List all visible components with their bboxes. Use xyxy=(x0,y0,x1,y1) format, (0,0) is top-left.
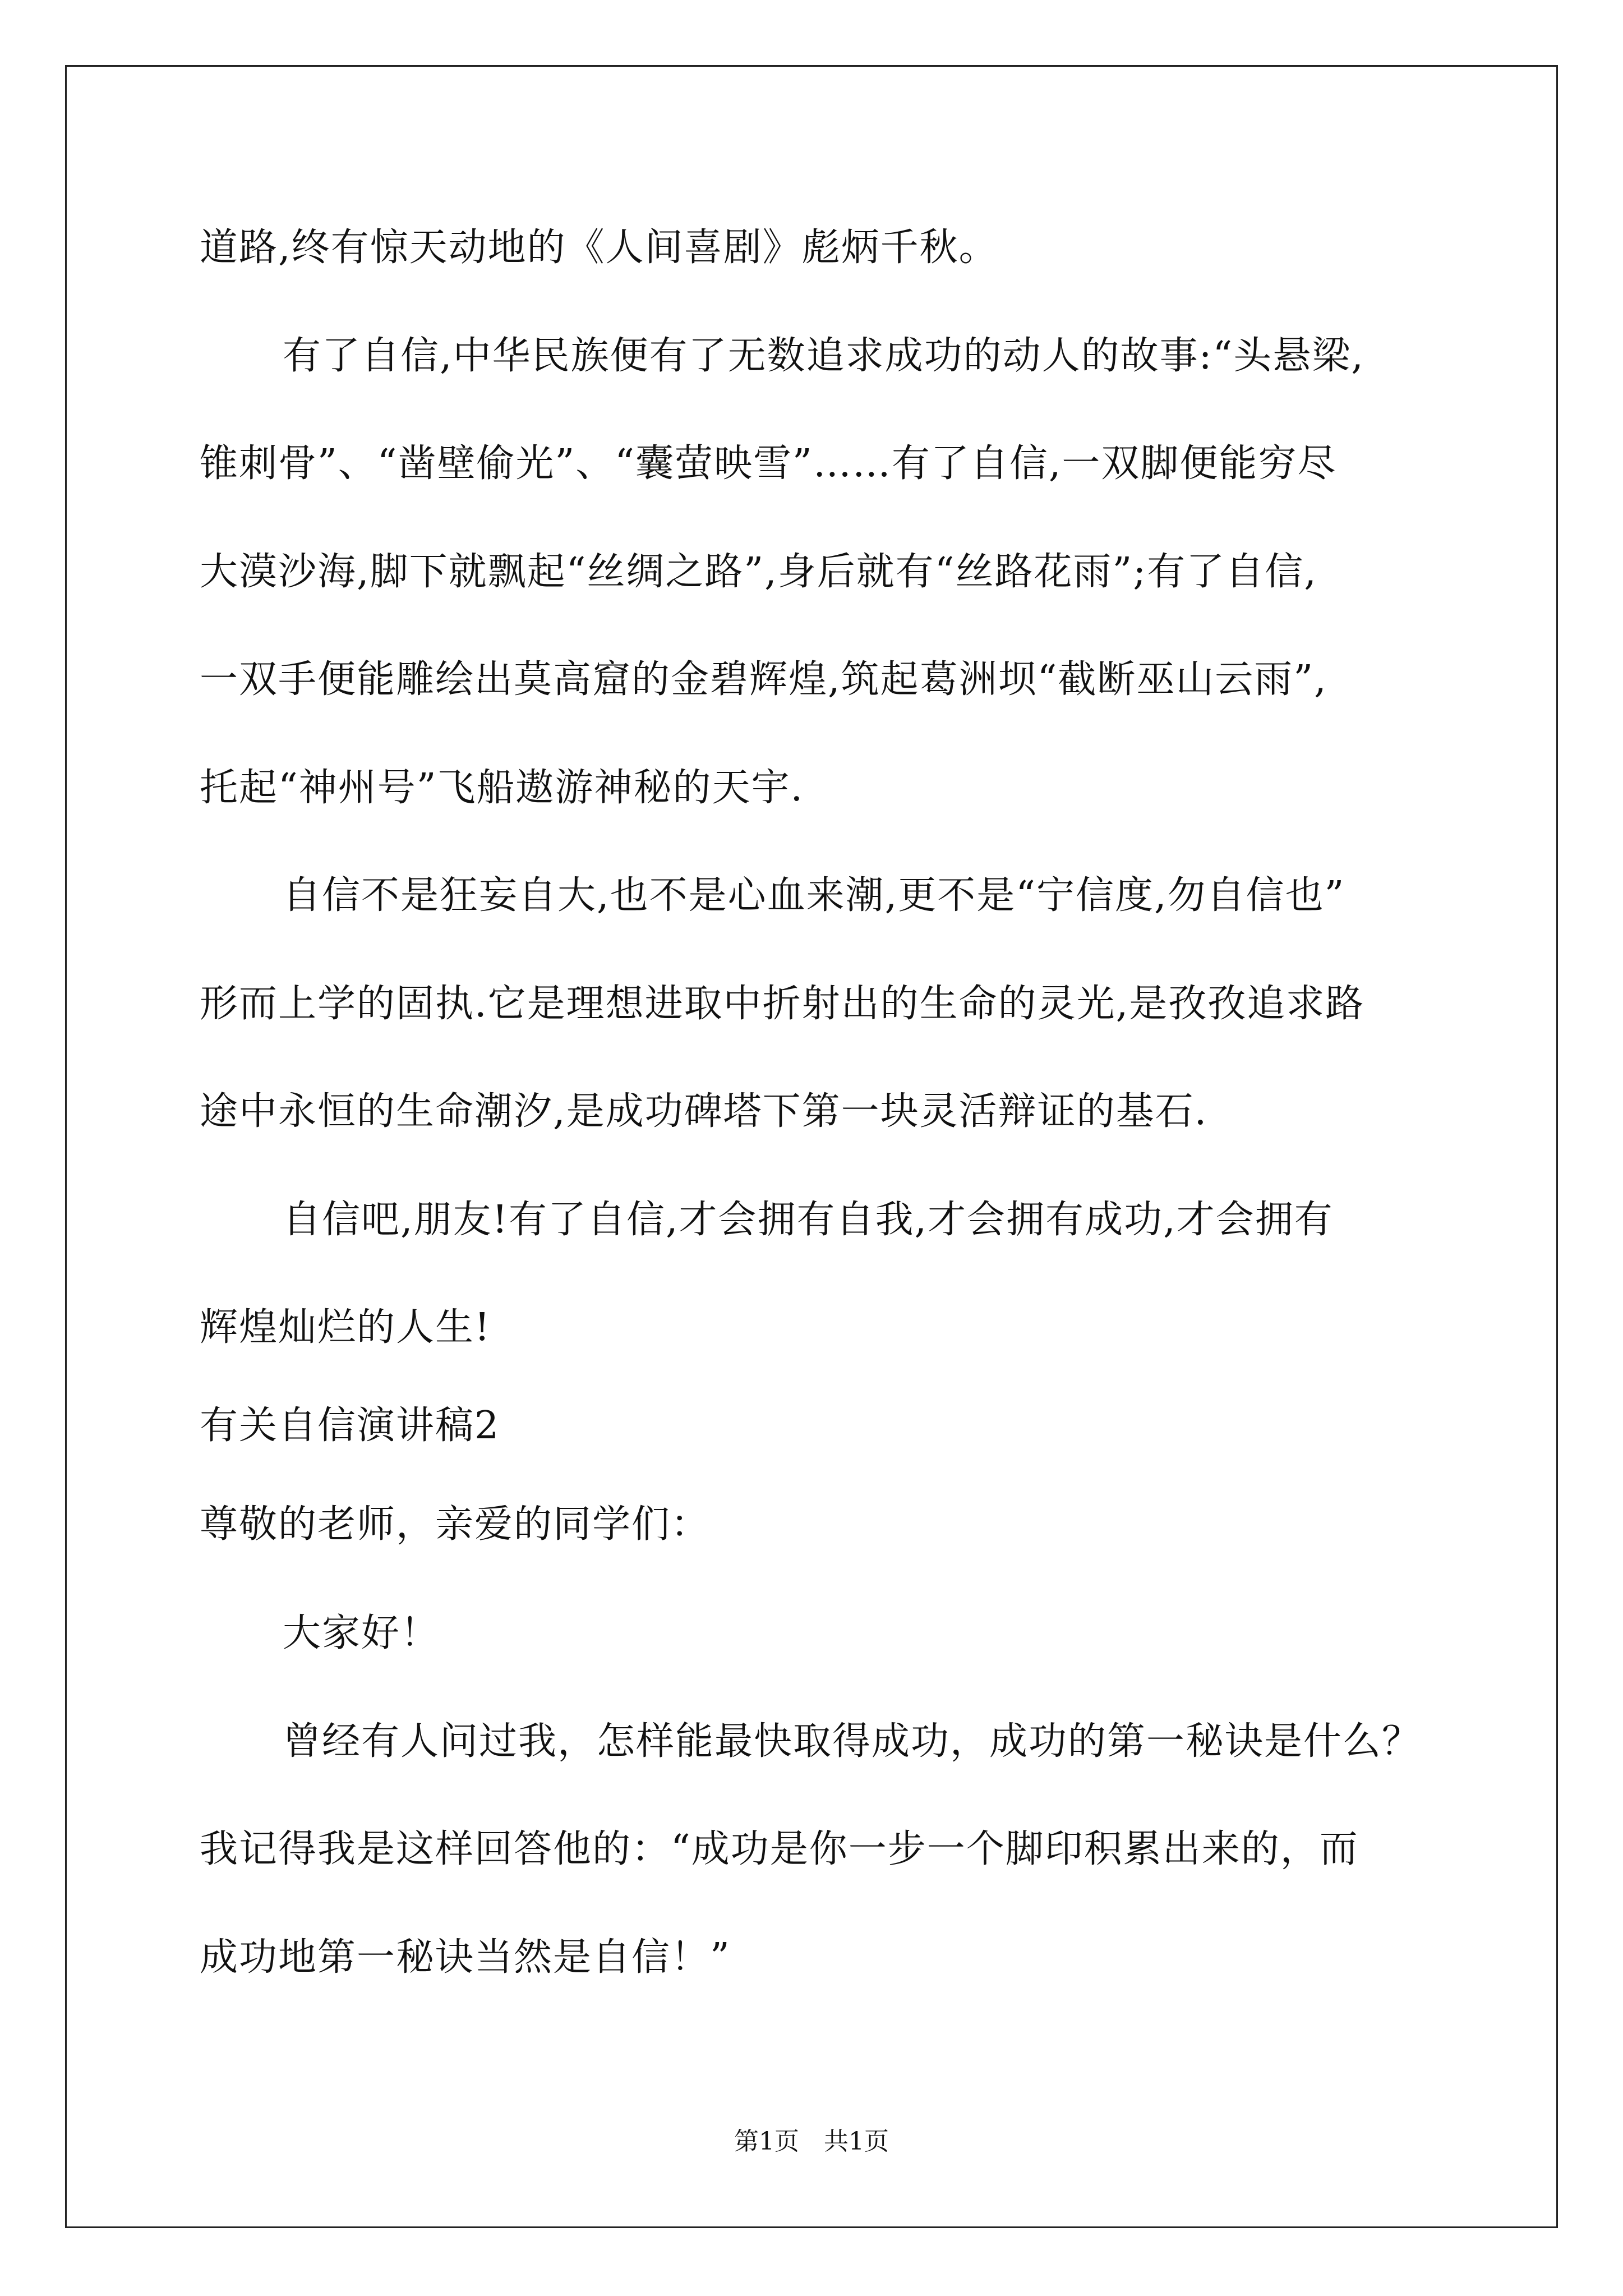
text-line: 锥刺骨”、“凿壁偷光”、“囊萤映雪”……有了自信,一双脚便能穷尽 xyxy=(200,441,1337,486)
salutation: 尊敬的老师，亲爱的同学们： xyxy=(200,1502,711,1547)
page-footer: 第1页 共1页 xyxy=(734,2127,889,2156)
text-line: 道路,终有惊天动地的《人间喜剧》彪炳千秋。 xyxy=(200,226,998,270)
text-line: 成功地第一秘诀当然是自信！” xyxy=(200,1935,731,1980)
text-line: 途中永恒的生命潮汐,是成功碑塔下第一块灵活辩证的基石. xyxy=(200,1089,1208,1134)
section-heading: 有关自信演讲稿2 xyxy=(200,1404,500,1448)
text-line: 一双手便能雕绘出莫高窟的金碧辉煌,筑起葛洲坝“截断巫山云雨”, xyxy=(200,657,1327,702)
greeting: 大家好！ xyxy=(283,1611,440,1655)
text-line: 托起“神州号”飞船遨游神秘的天宇. xyxy=(200,766,804,810)
text-line: 大漠沙海,脚下就飘起“丝绸之路”,身后就有“丝路花雨”;有了自信, xyxy=(200,550,1317,594)
text-line: 自信吧,朋友!有了自信,才会拥有自我,才会拥有成功,才会拥有 xyxy=(283,1198,1334,1242)
text-line: 曾经有人问过我，怎样能最快取得成功，成功的第一秘诀是什么？ xyxy=(283,1719,1422,1764)
text-line: 形而上学的固执.它是理想进取中折射出的生命的灵光,是孜孜追求路 xyxy=(200,982,1365,1026)
text-line: 有了自信,中华民族便有了无数追求成功的动人的故事:“头悬梁, xyxy=(283,334,1364,378)
text-line: 辉煌灿烂的人生! xyxy=(200,1305,491,1350)
text-line: 我记得我是这样回答他的：“成功是你一步一个脚印积累出来的，而 xyxy=(200,1827,1359,1871)
text-line: 自信不是狂妄自大,也不是心血来潮,更不是“宁信度,勿自信也” xyxy=(283,873,1345,918)
page-border xyxy=(65,65,1558,2228)
